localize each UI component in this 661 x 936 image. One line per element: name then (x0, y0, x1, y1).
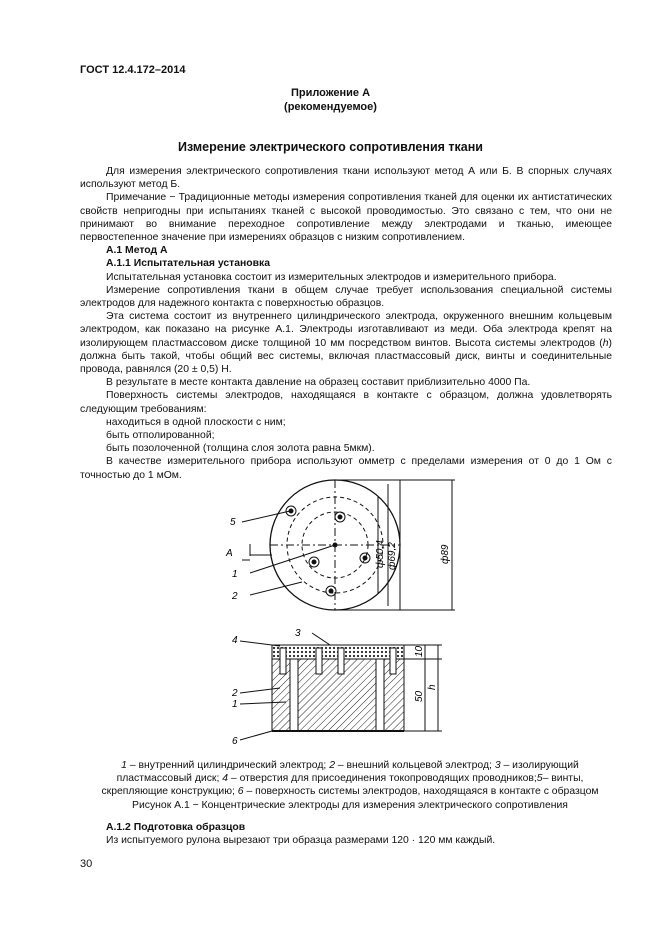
paragraph: Испытательная установка состоит из измерительных электродов и измерительного прибора. (106, 271, 557, 283)
paragraph: Поверхность системы электродов, находящаяся в контакте с образцом, должна удовлетворять следующим требованиям: (80, 390, 612, 415)
caption-legend: 1 – внутренний цилиндрический электрод; 2 – внешний кольцевой электрод; 3 – изолирующий пластмассовый диск; 4 – отверстия для присоединения токопроводящих проводников;5– винты, скрепляющие конструкцию; 6 – поверхность системы электродов, находящаяся в контакте с образцом (101, 760, 599, 798)
electrode-figure (220, 478, 470, 748)
dim-50: 50 (414, 690, 425, 702)
label-1: 1 (232, 569, 238, 580)
paragraph: Эта система состоит из внутреннего цилиндрического электрода, окруженного внешним кольцевым электродом, как показано на рисунке А.1. Электроды изготавливают из меди. Оба электрода крепят на изолирующем пластмассовом диске толщиной 10 мм посредством винтов. Высота системы электродов (h) должна быть такой, чтобы общий вес системы, включая пластмассовый диск, винты и соединительные провода, равнялся (20 ± 0,5) Н. (80, 311, 612, 376)
paragraph: Для измерения электрического сопротивления ткани используют метод А или Б. В спорных случаях используют метод Б. (80, 166, 612, 191)
dim-10: 10 (414, 645, 425, 657)
page-number: 30 (80, 858, 93, 870)
list-item: быть позолоченной (толщина слоя золота равна 5мкм). (106, 443, 375, 455)
label-3: 3 (295, 628, 301, 639)
dim-89: ф89 (440, 544, 451, 564)
body-text (80, 165, 612, 482)
figure-title: Рисунок А.1 − Концентрические электроды для измерения электрического сопротивления (132, 799, 568, 811)
paragraph: Измерение сопротивления ткани в общем случае требует использования специальной системы электродов для надежного контакта с поверхностью образцов. (80, 284, 612, 310)
main-title: Измерение электрического сопротивления ткани (178, 140, 483, 154)
label-4: 4 (232, 635, 238, 646)
paragraph: Из испытуемого рулона вырезают три образца размерами 120 · 120 мм каждый. (106, 835, 496, 847)
label-a: А (226, 548, 233, 559)
paragraph: В результате в месте контакта давление на образец составит приблизительно 4000 Па. (106, 377, 531, 389)
label-2-section: 2 (232, 688, 238, 699)
label-5: 5 (230, 517, 236, 528)
dim-h: h (427, 684, 438, 690)
dim-69-2: ф69,2 (387, 542, 398, 570)
label-6: 6 (232, 736, 238, 747)
label-2: 2 (232, 591, 238, 602)
dim-50-4: ф50,4 (375, 540, 386, 568)
section-heading: А.1.2 Подготовка образцов (106, 822, 246, 833)
document-header: ГОСТ 12.4.172–2014 (80, 64, 186, 76)
appendix-subtitle: (рекомендуемое) (284, 101, 377, 113)
appendix-title: Приложение А (290, 87, 371, 99)
heading-method-a: А.1 Метод А (106, 245, 168, 257)
figure-caption (90, 759, 610, 812)
label-1-section: 1 (232, 699, 238, 710)
list-item: находиться в одной плоскости с ним; (106, 416, 286, 428)
note-paragraph: Примечание − Традиционные методы измерения сопротивления тканей для оценки их антистатических свойств непригодны при испытаниях тканей с высокой проводимостью. Это связано с тем, что они не принимают во внимание переходное сопротивление между электродами и тканью, имеющее первостепенное значение при измерениях образцов с низким сопротивлением. (80, 192, 612, 244)
heading-test-setup: А.1.1 Испытательная установка (106, 258, 271, 270)
section-view (240, 560, 442, 740)
list-item: быть отполированной; (106, 430, 215, 442)
section-sample-preparation (80, 821, 612, 847)
top-view (242, 480, 455, 610)
paragraph: В качестве измерительного прибора используют омметр с пределами измерения от 0 до 1 Ом с точностью до 1 мОм. (80, 456, 612, 481)
